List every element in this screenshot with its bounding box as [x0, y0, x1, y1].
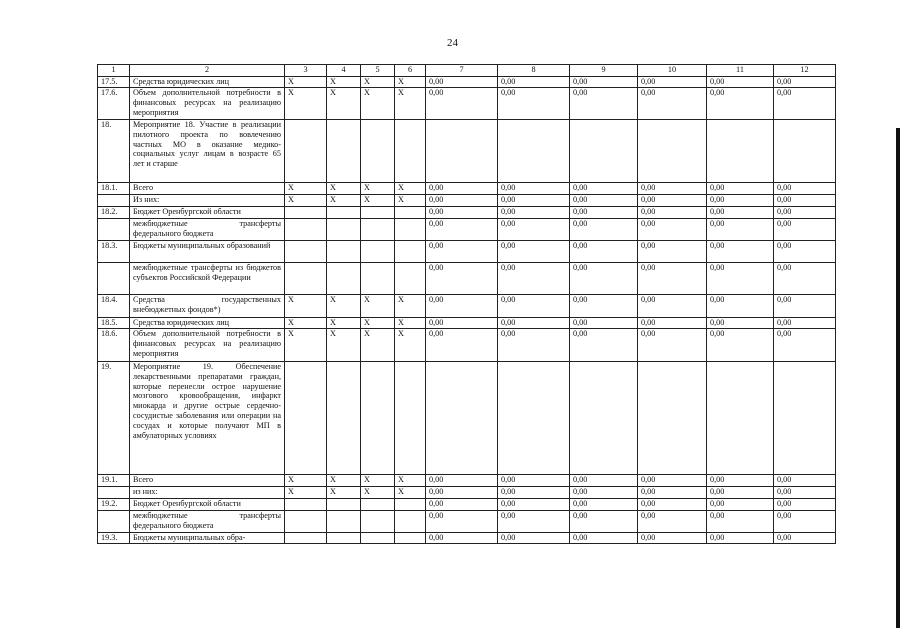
value-cell: 0,00 [774, 533, 836, 544]
mark-cell [327, 511, 361, 533]
mark-cell [285, 362, 327, 475]
mark-cell: X [361, 183, 395, 195]
value-cell: 0,00 [638, 487, 707, 499]
value-cell: 0,00 [707, 195, 774, 207]
mark-cell [361, 263, 395, 295]
value-cell: 0,00 [426, 77, 498, 88]
value-cell: 0,00 [498, 533, 570, 544]
value-cell: 0,00 [707, 183, 774, 195]
value-cell: 0,00 [426, 499, 498, 511]
value-cell: 0,00 [638, 329, 707, 362]
value-cell [570, 120, 638, 183]
value-cell: 0,00 [498, 475, 570, 487]
mark-cell [285, 263, 327, 295]
row-label-cell: Средства юридических лиц [130, 318, 285, 329]
value-cell: 0,00 [570, 183, 638, 195]
mark-cell: X [361, 295, 395, 318]
value-cell [426, 362, 498, 475]
value-cell: 0,00 [774, 487, 836, 499]
value-cell: 0,00 [638, 499, 707, 511]
row-label-cell: Объем дополнительной потребности в финансовых ресурсах на реализацию мероприятия [130, 329, 285, 362]
value-cell: 0,00 [774, 77, 836, 88]
mark-cell [327, 241, 361, 263]
value-cell: 0,00 [774, 475, 836, 487]
value-cell: 0,00 [426, 219, 498, 241]
value-cell: 0,00 [638, 195, 707, 207]
mark-cell [361, 120, 395, 183]
table-header-row [98, 65, 836, 77]
mark-cell [327, 219, 361, 241]
mark-cell [361, 511, 395, 533]
mark-cell: X [327, 77, 361, 88]
header-cell: 10 [638, 65, 707, 77]
value-cell [498, 362, 570, 475]
mark-cell [285, 241, 327, 263]
value-cell: 0,00 [498, 511, 570, 533]
mark-cell: X [285, 183, 327, 195]
mark-cell: X [361, 475, 395, 487]
value-cell [638, 362, 707, 475]
value-cell: 0,00 [498, 241, 570, 263]
value-cell: 0,00 [570, 487, 638, 499]
row-label-cell: Из них: [130, 195, 285, 207]
mark-cell: X [361, 88, 395, 120]
value-cell: 0,00 [570, 207, 638, 219]
mark-cell: X [361, 329, 395, 362]
value-cell: 0,00 [426, 295, 498, 318]
value-cell: 0,00 [774, 295, 836, 318]
value-cell [426, 120, 498, 183]
table-row [98, 318, 836, 329]
mark-cell [285, 511, 327, 533]
value-cell: 0,00 [774, 195, 836, 207]
mark-cell [395, 263, 426, 295]
value-cell: 0,00 [570, 511, 638, 533]
row-label-cell: Всего [130, 475, 285, 487]
table-row [98, 487, 836, 499]
mark-cell: X [285, 318, 327, 329]
value-cell: 0,00 [426, 329, 498, 362]
mark-cell [361, 219, 395, 241]
row-number-cell: 17.6. [98, 88, 130, 120]
mark-cell [361, 533, 395, 544]
row-number-cell: 18.3. [98, 241, 130, 263]
value-cell: 0,00 [570, 318, 638, 329]
table-row [98, 475, 836, 487]
value-cell: 0,00 [638, 241, 707, 263]
value-cell: 0,00 [570, 88, 638, 120]
row-number-cell: 19. [98, 362, 130, 475]
value-cell: 0,00 [498, 88, 570, 120]
row-label-cell: Бюджет Оренбургской области [130, 499, 285, 511]
row-number-cell: 17.5. [98, 77, 130, 88]
row-number-cell: 19.2. [98, 499, 130, 511]
mark-cell: X [327, 88, 361, 120]
row-label-cell: Бюджеты муниципальных образований [130, 241, 285, 263]
mark-cell [327, 533, 361, 544]
mark-cell: X [395, 183, 426, 195]
row-label-cell: Мероприятие 19. Обеспечение лекарственными препаратами граждан, которые перенесли острое нарушение мозгового кровообращения, инфаркт миокарда и другие острые сердечно-сосудистые заболевания или операции на сосудах и которые получают МП в амбулаторных условиях [130, 362, 285, 475]
value-cell: 0,00 [570, 195, 638, 207]
value-cell: 0,00 [570, 329, 638, 362]
mark-cell [395, 120, 426, 183]
value-cell: 0,00 [638, 511, 707, 533]
value-cell: 0,00 [707, 487, 774, 499]
mark-cell: X [395, 475, 426, 487]
row-number-cell [98, 487, 130, 499]
table-row [98, 120, 836, 183]
value-cell: 0,00 [570, 241, 638, 263]
header-cell: 9 [570, 65, 638, 77]
value-cell: 0,00 [707, 219, 774, 241]
row-label-cell: Мероприятие 18. Участие в реализации пилотного проекта по вовлечению частных МО в оказание медико-социальных услуг лицам в возрасте 65 лет и старше [130, 120, 285, 183]
mark-cell [395, 511, 426, 533]
value-cell: 0,00 [426, 207, 498, 219]
table-row [98, 241, 836, 263]
mark-cell [395, 241, 426, 263]
row-label-cell: Объем дополнительной потребности в финансовых ресурсах на реализацию мероприятия [130, 88, 285, 120]
value-cell: 0,00 [498, 499, 570, 511]
mark-cell: X [327, 183, 361, 195]
value-cell: 0,00 [638, 88, 707, 120]
mark-cell: X [327, 329, 361, 362]
mark-cell: X [285, 295, 327, 318]
table-row [98, 533, 836, 544]
page-number: 24 [447, 37, 458, 49]
value-cell: 0,00 [638, 295, 707, 318]
table-row [98, 511, 836, 533]
mark-cell: X [327, 475, 361, 487]
value-cell: 0,00 [426, 88, 498, 120]
value-cell: 0,00 [426, 195, 498, 207]
header-cell: 5 [361, 65, 395, 77]
row-label-cell: межбюджетные трансферты федерального бюджета [130, 219, 285, 241]
mark-cell [395, 533, 426, 544]
value-cell: 0,00 [426, 263, 498, 295]
value-cell: 0,00 [707, 318, 774, 329]
value-cell: 0,00 [570, 263, 638, 295]
value-cell [774, 362, 836, 475]
value-cell: 0,00 [570, 219, 638, 241]
value-cell: 0,00 [638, 207, 707, 219]
value-cell: 0,00 [426, 318, 498, 329]
header-cell: 6 [395, 65, 426, 77]
mark-cell: X [285, 88, 327, 120]
value-cell: 0,00 [498, 195, 570, 207]
mark-cell: X [327, 295, 361, 318]
value-cell: 0,00 [638, 77, 707, 88]
value-cell: 0,00 [570, 77, 638, 88]
value-cell: 0,00 [707, 511, 774, 533]
value-cell: 0,00 [638, 475, 707, 487]
value-cell: 0,00 [426, 533, 498, 544]
mark-cell: X [361, 318, 395, 329]
scan-edge-shadow [896, 128, 900, 628]
row-number-cell: 19.1. [98, 475, 130, 487]
row-label-cell: Бюджеты муниципальных обра- [130, 533, 285, 544]
mark-cell: X [285, 77, 327, 88]
header-cell: 2 [130, 65, 285, 77]
table-row [98, 77, 836, 88]
value-cell: 0,00 [774, 183, 836, 195]
table-row [98, 263, 836, 295]
row-label-cell: межбюджетные трансферты федерального бюджета [130, 511, 285, 533]
table-row [98, 183, 836, 195]
row-number-cell: 19.3. [98, 533, 130, 544]
value-cell [774, 120, 836, 183]
mark-cell [395, 499, 426, 511]
mark-cell: X [395, 318, 426, 329]
value-cell [498, 120, 570, 183]
value-cell [707, 120, 774, 183]
mark-cell: X [285, 329, 327, 362]
row-label-cell: из них: [130, 487, 285, 499]
header-cell: 12 [774, 65, 836, 77]
value-cell: 0,00 [707, 88, 774, 120]
mark-cell [285, 499, 327, 511]
value-cell: 0,00 [638, 183, 707, 195]
mark-cell [395, 207, 426, 219]
value-cell: 0,00 [774, 499, 836, 511]
value-cell: 0,00 [426, 475, 498, 487]
value-cell: 0,00 [498, 295, 570, 318]
mark-cell [285, 533, 327, 544]
mark-cell: X [327, 195, 361, 207]
mark-cell: X [285, 475, 327, 487]
value-cell [570, 362, 638, 475]
value-cell: 0,00 [638, 219, 707, 241]
mark-cell [285, 120, 327, 183]
value-cell: 0,00 [774, 207, 836, 219]
row-number-cell: 18.6. [98, 329, 130, 362]
value-cell [638, 120, 707, 183]
mark-cell: X [395, 329, 426, 362]
value-cell: 0,00 [426, 241, 498, 263]
value-cell: 0,00 [707, 263, 774, 295]
value-cell: 0,00 [498, 207, 570, 219]
value-cell: 0,00 [570, 533, 638, 544]
value-cell: 0,00 [498, 183, 570, 195]
mark-cell [361, 362, 395, 475]
header-cell: 3 [285, 65, 327, 77]
row-label-cell: Всего [130, 183, 285, 195]
row-number-cell [98, 219, 130, 241]
mark-cell: X [395, 77, 426, 88]
header-cell: 1 [98, 65, 130, 77]
value-cell: 0,00 [426, 511, 498, 533]
table-row [98, 295, 836, 318]
mark-cell: X [327, 318, 361, 329]
row-label-cell: Бюджет Оренбургской области [130, 207, 285, 219]
row-number-cell: 18.2. [98, 207, 130, 219]
value-cell: 0,00 [426, 183, 498, 195]
value-cell: 0,00 [498, 329, 570, 362]
value-cell: 0,00 [774, 241, 836, 263]
table-row [98, 195, 836, 207]
mark-cell: X [395, 295, 426, 318]
row-number-cell [98, 511, 130, 533]
value-cell: 0,00 [774, 263, 836, 295]
row-label-cell: межбюджетные трансферты из бюджетов субъектов Российской Федерации [130, 263, 285, 295]
value-cell: 0,00 [570, 499, 638, 511]
value-cell [707, 362, 774, 475]
value-cell: 0,00 [774, 318, 836, 329]
row-number-cell: 18.1. [98, 183, 130, 195]
value-cell: 0,00 [570, 295, 638, 318]
row-number-cell [98, 263, 130, 295]
budget-table [97, 64, 836, 544]
mark-cell: X [361, 487, 395, 499]
table-row [98, 207, 836, 219]
mark-cell [361, 499, 395, 511]
header-cell: 4 [327, 65, 361, 77]
value-cell: 0,00 [426, 487, 498, 499]
row-number-cell: 18.5. [98, 318, 130, 329]
header-cell: 11 [707, 65, 774, 77]
mark-cell [285, 207, 327, 219]
mark-cell [327, 120, 361, 183]
value-cell: 0,00 [570, 475, 638, 487]
value-cell: 0,00 [774, 511, 836, 533]
value-cell: 0,00 [638, 533, 707, 544]
value-cell: 0,00 [498, 77, 570, 88]
header-cell: 8 [498, 65, 570, 77]
table-row [98, 88, 836, 120]
table-row [98, 499, 836, 511]
mark-cell [285, 219, 327, 241]
value-cell: 0,00 [707, 241, 774, 263]
value-cell: 0,00 [638, 318, 707, 329]
table-row [98, 362, 836, 475]
mark-cell [395, 219, 426, 241]
table-row [98, 219, 836, 241]
mark-cell [361, 207, 395, 219]
value-cell: 0,00 [707, 499, 774, 511]
mark-cell: X [285, 195, 327, 207]
row-number-cell: 18.4. [98, 295, 130, 318]
mark-cell: X [361, 195, 395, 207]
mark-cell [327, 207, 361, 219]
value-cell: 0,00 [707, 77, 774, 88]
mark-cell: X [285, 487, 327, 499]
mark-cell [327, 263, 361, 295]
row-number-cell: 18. [98, 120, 130, 183]
mark-cell: X [361, 77, 395, 88]
value-cell: 0,00 [707, 207, 774, 219]
value-cell: 0,00 [774, 329, 836, 362]
mark-cell: X [395, 88, 426, 120]
table-row [98, 329, 836, 362]
value-cell: 0,00 [774, 88, 836, 120]
value-cell: 0,00 [707, 295, 774, 318]
value-cell: 0,00 [498, 263, 570, 295]
mark-cell: X [395, 487, 426, 499]
mark-cell [327, 499, 361, 511]
mark-cell [395, 362, 426, 475]
value-cell: 0,00 [707, 533, 774, 544]
value-cell: 0,00 [774, 219, 836, 241]
mark-cell: X [395, 195, 426, 207]
row-label-cell: Средства юридических лиц [130, 77, 285, 88]
value-cell: 0,00 [498, 219, 570, 241]
row-number-cell [98, 195, 130, 207]
value-cell: 0,00 [498, 318, 570, 329]
mark-cell [361, 241, 395, 263]
value-cell: 0,00 [707, 475, 774, 487]
header-cell: 7 [426, 65, 498, 77]
value-cell: 0,00 [498, 487, 570, 499]
value-cell: 0,00 [707, 329, 774, 362]
value-cell: 0,00 [638, 263, 707, 295]
mark-cell [327, 362, 361, 475]
row-label-cell: Средства государственных внебюджетных фондов*) [130, 295, 285, 318]
mark-cell: X [327, 487, 361, 499]
